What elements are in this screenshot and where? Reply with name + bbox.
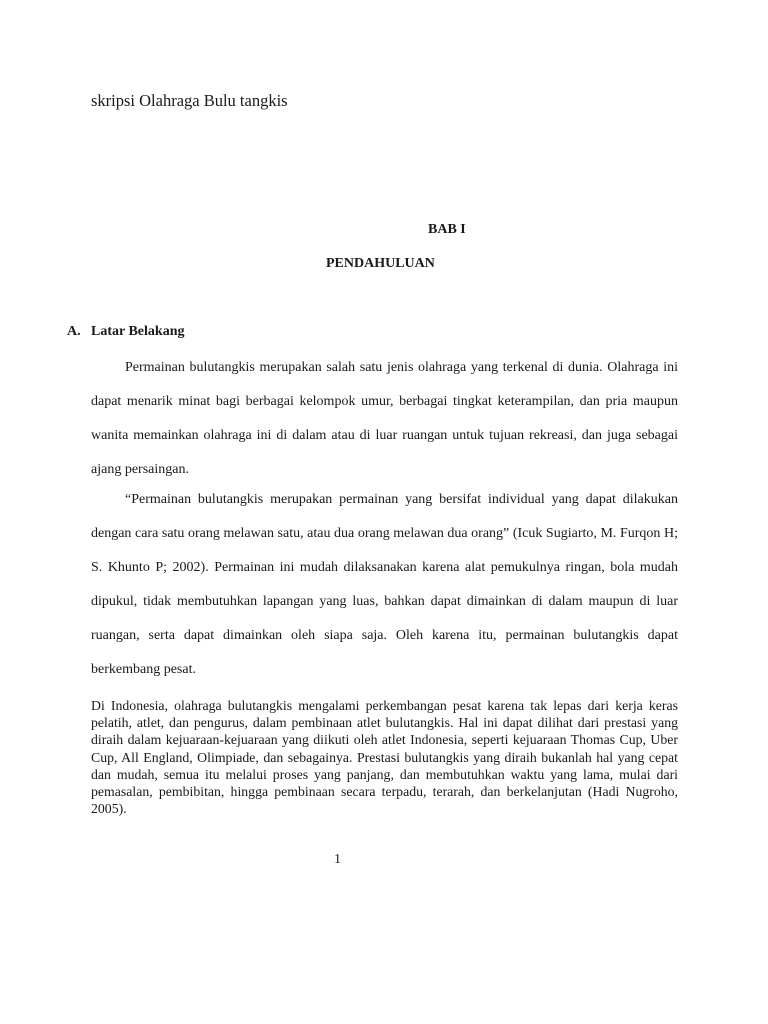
section-heading xyxy=(67,324,184,340)
section-title: Latar Belakang xyxy=(91,324,185,339)
chapter-number: BAB I xyxy=(428,222,466,237)
paragraph-2: “Permainan bulutangkis merupakan permainan yang bersifat individual yang dapat dilakukan dengan cara satu orang melawan satu, atau dua orang melawan dua orang” (Icuk Sugiarto, M. Furqon H; S. Khunto P; 2002). Permainan ini mudah dilaksanakan karena alat pemukulnya ringan, bola mudah dipukul, tidak membutuhkan lapangan yang luas, bahkan dapat dimainkan di dalam maupun di luar ruangan, serta dapat dimainkan oleh siapa saja. Oleh karena itu, permainan bulutangkis dapat berkembang pesat. xyxy=(91,492,678,677)
chapter-title: PENDAHULUAN xyxy=(326,256,435,271)
paragraph-3: Di Indonesia, olahraga bulutangkis mengalami perkembangan pesat karena tak lepas dari kerja keras pelatih, atlet, dan pengurus, dalam pembinaan atlet bulutangkis. Hal ini dapat dilihat dari prestasi yang diraih dalam kejuaraan-kejuaraan yang diikuti oleh atlet Indonesia, seperti kejuaraan Thomas Cup, Uber Cup, All England, Olimpiade, dan sebagainya. Prestasi bulutangkis yang diraih bukanlah hal yang cepat dan mudah, semua itu melalui proses yang panjang, dan membutuhkan waktu yang lama, mulai dari pemasalan, pembibitan, hingga pembinaan secara terpadu, terarah, dan berkelanjutan (Hadi Nugroho, 2005). xyxy=(91,698,678,817)
document-title: skripsi Olahraga Bulu tangkis xyxy=(91,91,288,110)
paragraph-1: Permainan bulutangkis merupakan salah satu jenis olahraga yang terkenal di dunia. Olahraga ini dapat menarik minat bagi berbagai kelompok umur, berbagai tingkat keterampilan, dan pria maupun wanita memainkan olahraga ini di dalam atau di luar ruangan untuk tujuan rekreasi, dan juga sebagai ajang persaingan. xyxy=(91,360,678,477)
page-number: 1 xyxy=(334,852,341,867)
section-index: A. xyxy=(67,324,81,339)
